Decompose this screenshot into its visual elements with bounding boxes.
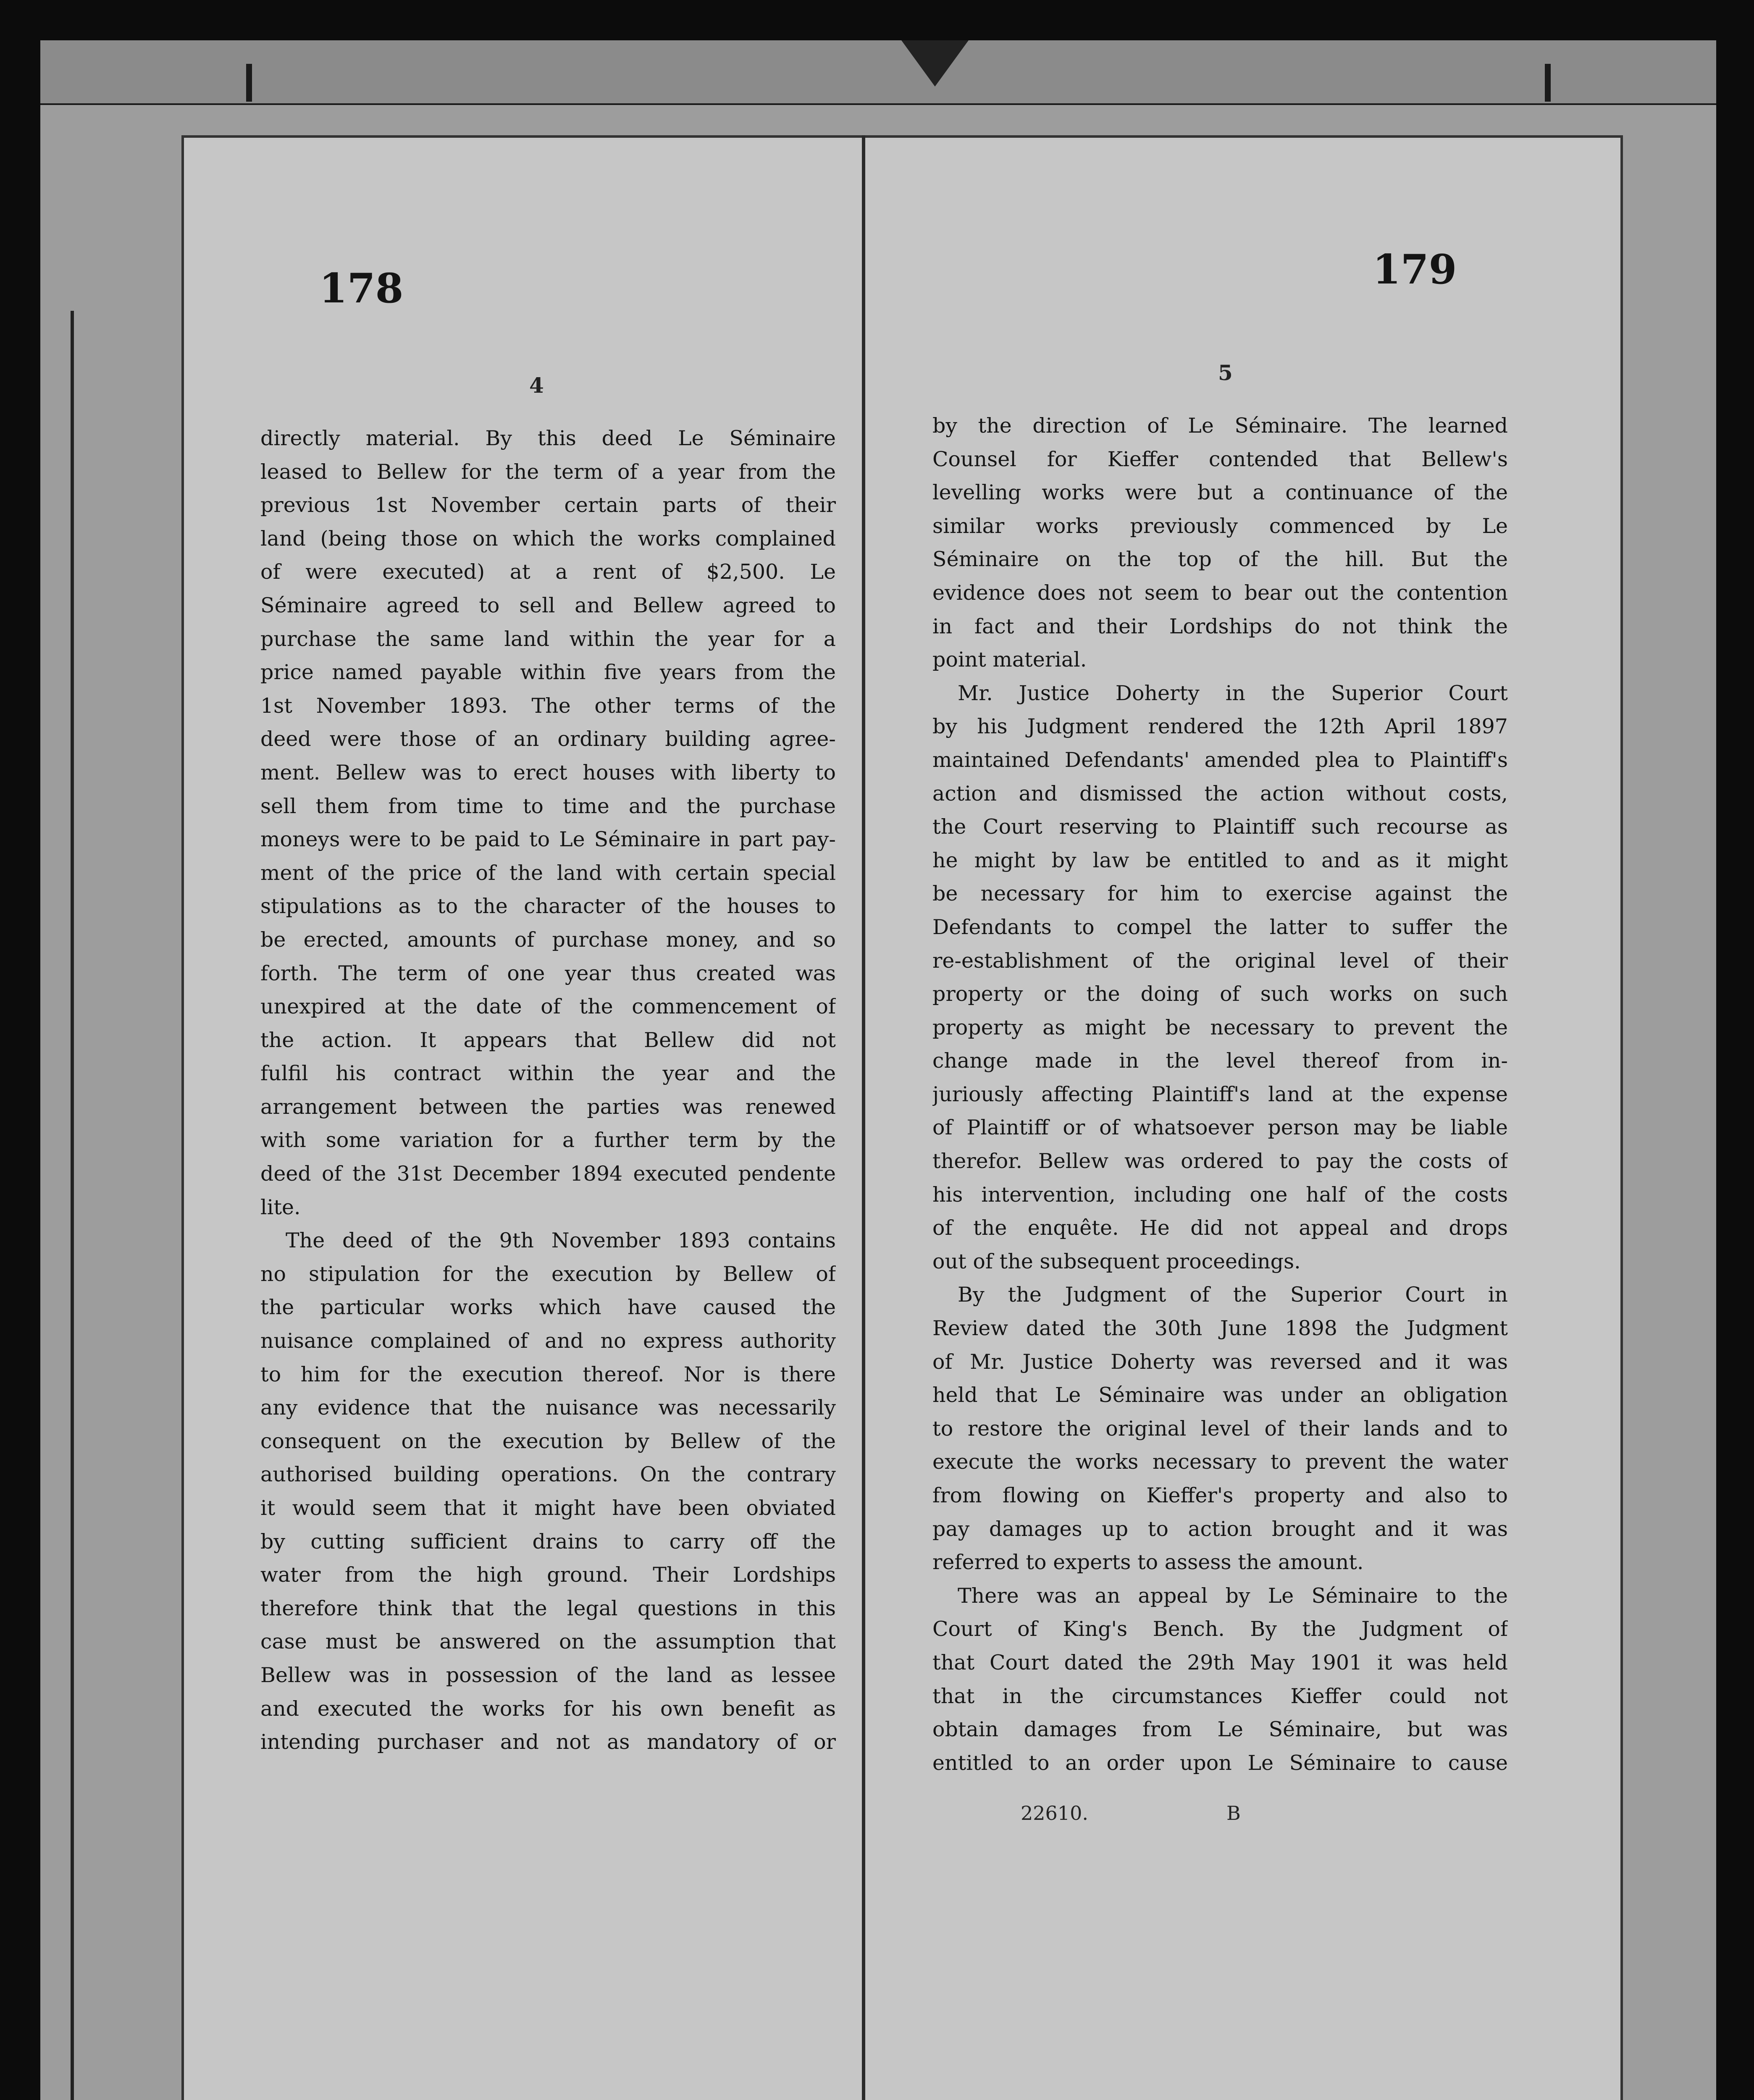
text-line: Counsel for Kieffer contended that Bellew's: [932, 447, 1508, 471]
right-leaf-number: 5: [1218, 360, 1233, 385]
text-line: by the direction of Le Séminaire. The learned: [932, 414, 1508, 438]
text-line: to him for the execution thereof. Nor is there: [260, 1362, 836, 1386]
text-line: change made in the level thereof from in-: [932, 1049, 1508, 1073]
text-line: that in the circumstances Kieffer could not: [932, 1684, 1508, 1708]
text-line: obtain damages from Le Séminaire, but was: [932, 1717, 1508, 1742]
left-page-number: 178: [319, 265, 404, 312]
text-line: of Plaintiff or of whatsoever person may be liable: [932, 1116, 1508, 1140]
text-line: Review dated the 30th June 1898 the Judgment: [932, 1316, 1508, 1341]
text-line: of Mr. Justice Doherty was reversed and it was: [932, 1349, 1508, 1374]
text-line: Mr. Justice Doherty in the Superior Court: [958, 681, 1508, 705]
text-line: 1st November 1893. The other terms of the: [260, 693, 836, 718]
margin-rule: [71, 311, 74, 2100]
text-line: directly material. By this deed Le Séminaire: [260, 426, 836, 450]
text-line: from flowing on Kieffer's property and also to: [932, 1483, 1508, 1507]
text-line: The deed of the 9th November 1893 contains: [286, 1228, 836, 1253]
text-line: intending purchaser and not as mandatory of or: [260, 1730, 836, 1754]
text-line: be necessary for him to exercise against the: [932, 882, 1508, 906]
text-line: the Court reserving to Plaintiff such recourse as: [932, 815, 1508, 839]
text-line: by cutting sufficient drains to carry off the: [260, 1529, 836, 1554]
text-line: case must be answered on the assumption that: [260, 1630, 836, 1654]
text-line: it would seem that it might have been obviated: [260, 1496, 836, 1520]
film-notch: [901, 40, 969, 87]
text-line: There was an appeal by Le Séminaire to the: [958, 1583, 1508, 1608]
text-line: ment. Bellew was to erect houses with liberty to: [260, 760, 836, 785]
text-line: therefor. Bellew was ordered to pay the costs of: [932, 1149, 1508, 1173]
text-line: ment of the price of the land with certain special: [260, 861, 836, 885]
text-line: consequent on the execution by Bellew of the: [260, 1429, 836, 1453]
text-line: action and dismissed the action without costs,: [932, 781, 1508, 806]
text-line: of the enquête. He did not appeal and drops: [932, 1216, 1508, 1240]
text-line: lite.: [260, 1195, 301, 1219]
text-line: by his Judgment rendered the 12th April 1897: [932, 714, 1508, 739]
text-line: execute the works necessary to prevent the water: [932, 1450, 1508, 1474]
text-line: arrangement between the parties was renewed: [260, 1095, 836, 1119]
text-line: he might by law be entitled to and as it might: [932, 848, 1508, 872]
text-line: purchase the same land within the year for a: [260, 627, 836, 651]
text-line: water from the high ground. Their Lordships: [260, 1563, 836, 1587]
text-line: Séminaire agreed to sell and Bellew agreed to: [260, 593, 836, 617]
text-line: nuisance complained of and no express authority: [260, 1329, 836, 1353]
text-line: re-establishment of the original level of their: [932, 948, 1508, 973]
text-line: Séminaire on the top of the hill. But the: [932, 547, 1508, 572]
right-page-text: [932, 409, 1508, 1780]
text-line: and executed the works for his own benefit as: [260, 1696, 836, 1721]
text-line: referred to experts to assess the amount.: [932, 1550, 1364, 1575]
text-line: that Court dated the 29th May 1901 it was held: [932, 1650, 1508, 1675]
text-line: evidence does not seem to bear out the contention: [932, 580, 1508, 605]
film-frame-top: [40, 40, 1716, 107]
text-line: with some variation for a further term by the: [260, 1128, 836, 1152]
text-line: the action. It appears that Bellew did not: [260, 1028, 836, 1052]
text-line: any evidence that the nuisance was necessarily: [260, 1396, 836, 1420]
footer-print-code: 22610.: [1021, 1802, 1088, 1824]
text-line: of were executed) at a rent of $2,500. Le: [260, 560, 836, 584]
text-line: unexpired at the date of the commencement of: [260, 995, 836, 1019]
text-line: fulfil his contract within the year and the: [260, 1061, 836, 1086]
film-edge-mark-left: [246, 64, 252, 102]
text-line: his intervention, including one half of the costs: [932, 1182, 1508, 1207]
text-line: juriously affecting Plaintiff's land at the expense: [932, 1082, 1508, 1106]
text-line: Bellew was in possession of the land as lessee: [260, 1663, 836, 1687]
text-line: deed of the 31st December 1894 executed pendente: [260, 1162, 836, 1186]
text-line: stipulations as to the character of the houses to: [260, 894, 836, 919]
text-line: no stipulation for the execution by Bellew of: [260, 1262, 836, 1286]
text-line: By the Judgment of the Superior Court in: [958, 1283, 1508, 1307]
text-line: out of the subsequent proceedings.: [932, 1249, 1301, 1273]
text-line: therefore think that the legal questions in this: [260, 1596, 836, 1620]
text-line: similar works previously commenced by Le: [932, 514, 1508, 538]
text-line: land (being those on which the works complained: [260, 526, 836, 551]
text-line: levelling works were but a continuance of the: [932, 480, 1508, 505]
text-line: authorised building operations. On the contrary: [260, 1462, 836, 1487]
text-line: the particular works which have caused the: [260, 1295, 836, 1320]
text-line: be erected, amounts of purchase money, and so: [260, 927, 836, 952]
right-page-number: 179: [1373, 246, 1457, 293]
text-line: moneys were to be paid to Le Séminaire in part pay-: [260, 827, 836, 852]
text-line: held that Le Séminaire was under an obligation: [932, 1383, 1508, 1407]
text-line: Court of King's Bench. By the Judgment of: [932, 1617, 1508, 1641]
text-line: pay damages up to action brought and it was: [932, 1517, 1508, 1541]
text-line: sell them from time to time and the purchase: [260, 794, 836, 818]
text-line: Defendants to compel the latter to suffer the: [932, 915, 1508, 939]
left-leaf-number: 4: [529, 373, 544, 398]
film-edge-mark-right: [1545, 64, 1551, 102]
text-line: entitled to an order upon Le Séminaire to cause: [932, 1751, 1508, 1775]
center-fold: [862, 135, 865, 2100]
text-line: in fact and their Lordships do not think the: [932, 614, 1508, 638]
left-page-text: [260, 422, 836, 1759]
text-line: forth. The term of one year thus created was: [260, 961, 836, 985]
text-line: leased to Bellew for the term of a year from the: [260, 459, 836, 484]
text-line: deed were those of an ordinary building agree-: [260, 727, 836, 751]
text-line: property as might be necessary to prevent the: [932, 1015, 1508, 1040]
text-line: to restore the original level of their lands and to: [932, 1416, 1508, 1441]
text-line: maintained Defendants' amended plea to Plaintiff's: [932, 748, 1508, 772]
text-line: point material.: [932, 648, 1087, 672]
text-line: price named payable within five years from the: [260, 660, 836, 685]
text-line: property or the doing of such works on such: [932, 982, 1508, 1006]
footer-signature-mark: B: [1226, 1802, 1241, 1824]
text-line: previous 1st November certain parts of their: [260, 493, 836, 517]
